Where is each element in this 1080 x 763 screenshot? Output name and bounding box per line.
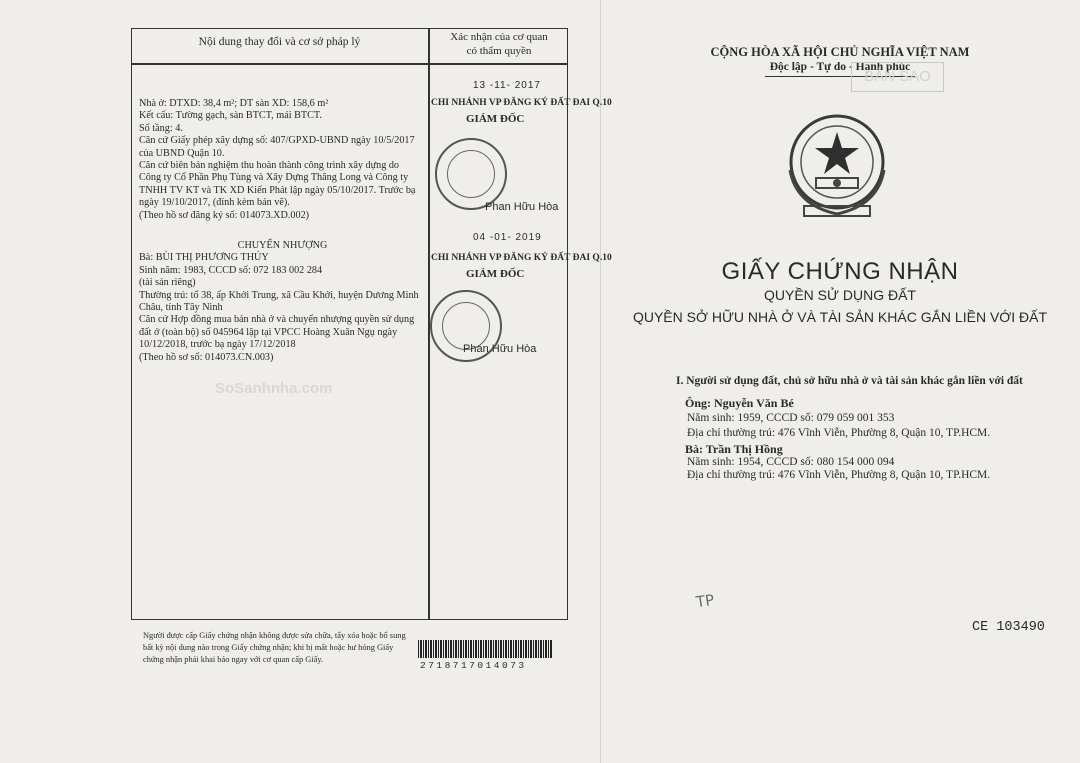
handwritten-note: TP xyxy=(694,590,716,612)
owner-name: Ông: Nguyễn Văn Bé xyxy=(685,396,794,410)
entry-construction xyxy=(139,98,426,222)
official-seal xyxy=(435,138,507,210)
entry-line: (Theo hồ sơ số: 014073.CN.003) xyxy=(139,351,274,363)
national-emblem-icon xyxy=(776,110,898,222)
barcode xyxy=(418,640,552,658)
entry-line: Công ty Cổ Phần Phụ Tùng và Xây Dựng Thăng Long và Công ty xyxy=(139,172,409,184)
entry-line: Kết cấu: Tường gạch, sàn BTCT, mái BTCT. xyxy=(139,110,322,122)
entry-line: ngày 19/10/2017, (đính kèm bản vẽ). xyxy=(139,197,290,209)
owner-address: Địa chỉ thường trú: 476 Vĩnh Viễn, Phường 8, Quận 10, TP.HCM. xyxy=(687,469,991,481)
table-header-content: Nội dung thay đổi và cơ sở pháp lý xyxy=(198,36,361,48)
entry-line: Số tầng: 4. xyxy=(139,122,183,134)
certificate-subtitle: QUYỀN SỬ DỤNG ĐẤT xyxy=(764,287,916,303)
watermark: SoSanhnha.com xyxy=(215,380,333,397)
page-fold xyxy=(600,0,601,763)
section-heading: I. Người sử dụng đất, chủ sở hữu nhà ở và tài sản khác gắn liền với đất xyxy=(676,375,1023,387)
copy-stamp: BẢN SAO xyxy=(851,62,944,92)
branch-name: CHI NHÁNH VP ĐĂNG KÝ ĐẤT ĐAI Q.10 xyxy=(431,98,612,108)
entry-line: Căn cứ Giấy phép xây dựng số: 407/GPXD-UBND ngày 10/5/2017 xyxy=(139,135,415,147)
owner-name: Bà: Trần Thị Hồng xyxy=(685,442,783,456)
signer-title: GIÁM ĐỐC xyxy=(466,268,525,280)
entry-line: đất ở (toàn bộ) số 045964 lập tại VPCC Hoàng Xuân Ngụ ngày xyxy=(139,326,398,338)
table-header-authority xyxy=(430,30,568,58)
entry-line: Căn cứ Hợp đồng mua bán nhà ở và chuyển nhượng quyền sử dụng xyxy=(139,314,415,326)
confirmation-date: 04 -01- 2019 xyxy=(473,232,542,243)
entry-transfer xyxy=(139,240,426,364)
branch-name: CHI NHÁNH VP ĐĂNG KÝ ĐẤT ĐAI Q.10 xyxy=(431,253,612,263)
entry-line: Căn cứ biên bản nghiệm thu hoàn thành công trình xây dựng do xyxy=(139,160,400,172)
confirmation-date: 13 -11- 2017 xyxy=(473,80,541,91)
barcode-number: 2718717014073 xyxy=(420,660,527,671)
entry-heading: CHUYỂN NHƯỢNG xyxy=(237,240,328,251)
entry-line: Bà: BÙI THỊ PHƯƠNG THÚY xyxy=(139,252,269,264)
authority-header-line2: có thẩm quyền xyxy=(466,45,532,57)
entry-line: Thường trú: tổ 38, ấp Khởi Trung, xã Cầu Khởi, huyện Dương Minh xyxy=(139,289,419,301)
owner-address: Địa chỉ thường trú: 476 Vĩnh Viễn, Phường 8, Quận 10, TP.HCM. xyxy=(687,427,991,439)
table-header-divider xyxy=(131,63,568,65)
authority-header-line1: Xác nhận của cơ quan xyxy=(450,31,548,43)
entry-line: Châu, tỉnh Tây Ninh xyxy=(139,302,223,314)
national-title: CỘNG HÒA XÃ HỘI CHỦ NGHĨA VIỆT NAM xyxy=(710,45,970,59)
entry-line: của UBND Quận 10. xyxy=(139,147,225,159)
signer-title: GIÁM ĐỐC xyxy=(466,113,525,125)
signer-name: Phan Hữu Hòa xyxy=(463,343,537,355)
entry-line: TNHH TV KT và TK XD Kiến Phát lập ngày 05/10/2017. Trước bạ xyxy=(139,184,416,196)
owner-birth-id: Năm sinh: 1959, CCCD số: 079 059 001 353 xyxy=(687,412,895,424)
serial-number: CE 103490 xyxy=(972,620,1045,635)
owner-birth-id: Năm sinh: 1954, CCCD số: 080 154 000 094 xyxy=(687,456,895,468)
national-motto: Độc lập - Tự do - Hạnh phúc xyxy=(769,61,911,73)
signer-name: Phan Hữu Hòa xyxy=(485,201,559,213)
entry-line: 10/12/2018, trước bạ ngày 17/12/2018 xyxy=(139,339,296,351)
entry-line: Sinh năm: 1983, CCCD số: 072 183 002 284 xyxy=(139,264,323,276)
entry-line: (tài sản riêng) xyxy=(139,277,196,289)
entry-line: Nhà ở: DTXD: 38,4 m²; DT sàn XD: 158,6 m² xyxy=(139,98,329,109)
certificate-title: GIẤY CHỨNG NHẬN xyxy=(721,258,959,285)
certificate-subtitle: QUYỀN SỞ HỮU NHÀ Ở VÀ TÀI SẢN KHÁC GẮN LIỀN VỚI ĐẤT xyxy=(632,309,1048,325)
entry-line: (Theo hồ sơ đăng ký số: 014073.XD.002) xyxy=(139,209,310,221)
footnote: Người được cấp Giấy chứng nhận không được sửa chữa, tẩy xóa hoặc bổ sung bất kỳ nội dung nào trong Giấy chứng nhận; khi bị mất hoặc hư hỏng Giấy chứng nhận phải khai báo ngay với cơ quan cấp Giấy. xyxy=(143,631,406,664)
